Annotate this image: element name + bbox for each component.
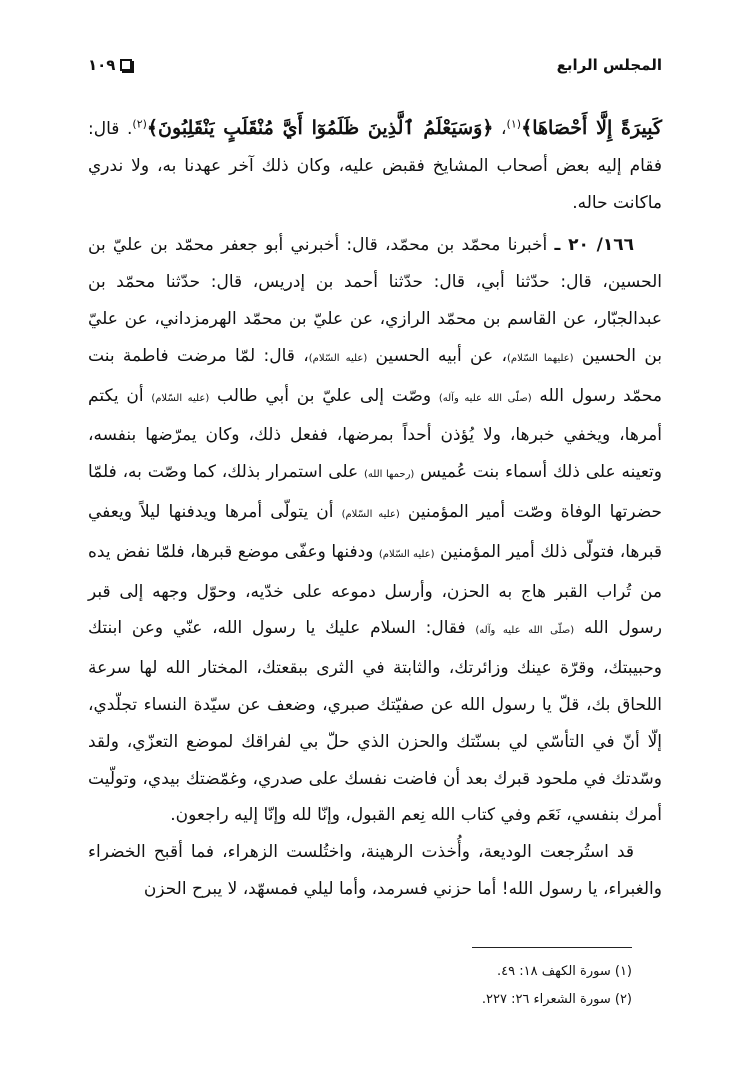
- footnote-text: سورة الشعراء ٢٦: ٢٢٧.: [481, 992, 615, 1007]
- footnotes: [88, 958, 632, 1014]
- footnote-text: سورة الكهف ١٨: ٤٩.: [496, 964, 615, 979]
- square-icon: [120, 59, 132, 71]
- quran-verse-2: ﴿وَسَيَعْلَمُ ٱلَّذِينَ ظَلَمُوٓا أَيَّ مُنْقَلَبٍ يَنْقَلِبُونَ﴾: [146, 117, 494, 139]
- main-text: [88, 110, 662, 908]
- page-number-block: [88, 56, 132, 74]
- footnote-marker: (١): [614, 964, 632, 979]
- hadith-segment: أن يكتم أمرها، ويخفي خبرها، ولا يُؤذن أحداً بمرضها، ففعل ذلك، وكان يمرّضها بنفسه، وتعينه على ذلك أسماء بنت عُميس: [88, 385, 662, 483]
- footnote-divider: [472, 947, 632, 948]
- chapter-title: المجلس الرابع: [556, 56, 662, 74]
- final-paragraph: قد استُرجعت الوديعة، وأُخذت الرهينة، واختُلست الزهراء، فما أقبح الخضراء والغبراء، يا رسول الله! أما حزني فسرمد، وأما ليلي فمسهّد، لا يبرح الحزن: [88, 842, 662, 899]
- honorific-formula: (عليه السّلام): [151, 392, 210, 404]
- footnote-2: [88, 986, 632, 1014]
- honorific-formula: (رحمها الله): [364, 469, 415, 481]
- honorific-formula: (صلّى الله عليه وآله): [438, 392, 532, 404]
- footnote-ref-1[interactable]: (١): [506, 117, 522, 131]
- hadith-segment: على استمرار بذلك، كما وصّت به، فلمّا حضرتها الوفاة وصّت أمير المؤمنين: [88, 462, 663, 522]
- page-number: ١٠٩: [88, 56, 116, 74]
- footnote-ref-2[interactable]: (٢): [132, 117, 147, 131]
- hadith-number: ١٦٦/ ٢٠ ـ: [554, 235, 634, 256]
- honorific-formula: (عليه السّلام): [378, 548, 435, 560]
- continuation-paragraph: [88, 110, 662, 221]
- honorific-formula: (عليه السّلام): [308, 352, 368, 364]
- honorific-formula: (عليهما السّلام): [506, 352, 574, 364]
- running-header: [88, 52, 662, 78]
- footnote-marker: (٢): [614, 992, 632, 1007]
- honorific-formula: (صلّى الله عليه وآله): [475, 625, 575, 637]
- honorific-formula: (عليه السّلام): [341, 508, 400, 520]
- continuation-text: . قال: فقام إليه بعض أصحاب المشايخ فقبض عليه، وكان ذلك آخر عهدنا به، ولا ندري ماكانت حاله.: [88, 119, 662, 213]
- hadith-segment: أن يتولّى أمرها ويدفنها ليلاً ويعفي قبرها، فتولّى ذلك أمير المؤمنين: [88, 501, 662, 562]
- hadith-segment: أخبرنا محمّد بن محمّد، قال: أخبرني أبو جعفر محمّد بن عليّ بن الحسين، قال: حدّثنا أبي، قال: حدّثنا أحمد بن إدريس، قال: حدّثنا محمّد بن عبدالجبّار، عن القاسم بن محمّد الرازي، عن عليّ بن محمّد الهرمزداني، عن عليّ بن الحسين: [88, 235, 663, 366]
- hadith-segment: فقال: السلام عليك يا رسول الله، عنّي وعن ابنتك وحبيبتك، وقرّة عينك وزائرتك، والثابتة في الثرى ببقعتك، المختار الله لها سرعة اللحاق بك، قلّ يا رسول الله عن صفيّتك صبري، وضعف عن سيّدة النساء تجلّدي، إلّا أنّ في التأسّي لي بسنّتك والحزن الذي حلّ بي لفراقك لموضع التعزّي، ولقد وسّدتك في ملحود قبرك بعد أن فاضت نفسك على صدري، وغمّضتك بيدي، وتولّيت أمرك بنفسي، نَعَم وفي كتاب الله نِعم القبول، وإنّا لله وإنّا إليه راجعون.: [88, 618, 662, 826]
- hadith-text: [88, 235, 662, 825]
- hadith-segment: ، قال: لمّا مرضت فاطمة بنت محمّد رسول الله: [88, 345, 662, 406]
- hadith-segment: ودفنها وعفّى موضع قبرها، فلمّا نفض يده من تُراب القبر هاج به الحزن، وأرسل دموعه على خدّيه، وحوّل وجهه إلى قبر رسول الله: [88, 541, 662, 639]
- hadith-paragraph: [88, 227, 662, 834]
- hadith-segment: ، عن أبيه الحسين: [367, 345, 507, 366]
- hadith-segment: وصّت إلى عليّ بن أبي طالب: [209, 385, 439, 406]
- separator: ،: [493, 119, 507, 139]
- footnote-1: [88, 958, 632, 986]
- quran-verse-1: كَبِيرَةً إِلَّا أَحْصَاهَا﴾: [521, 117, 663, 139]
